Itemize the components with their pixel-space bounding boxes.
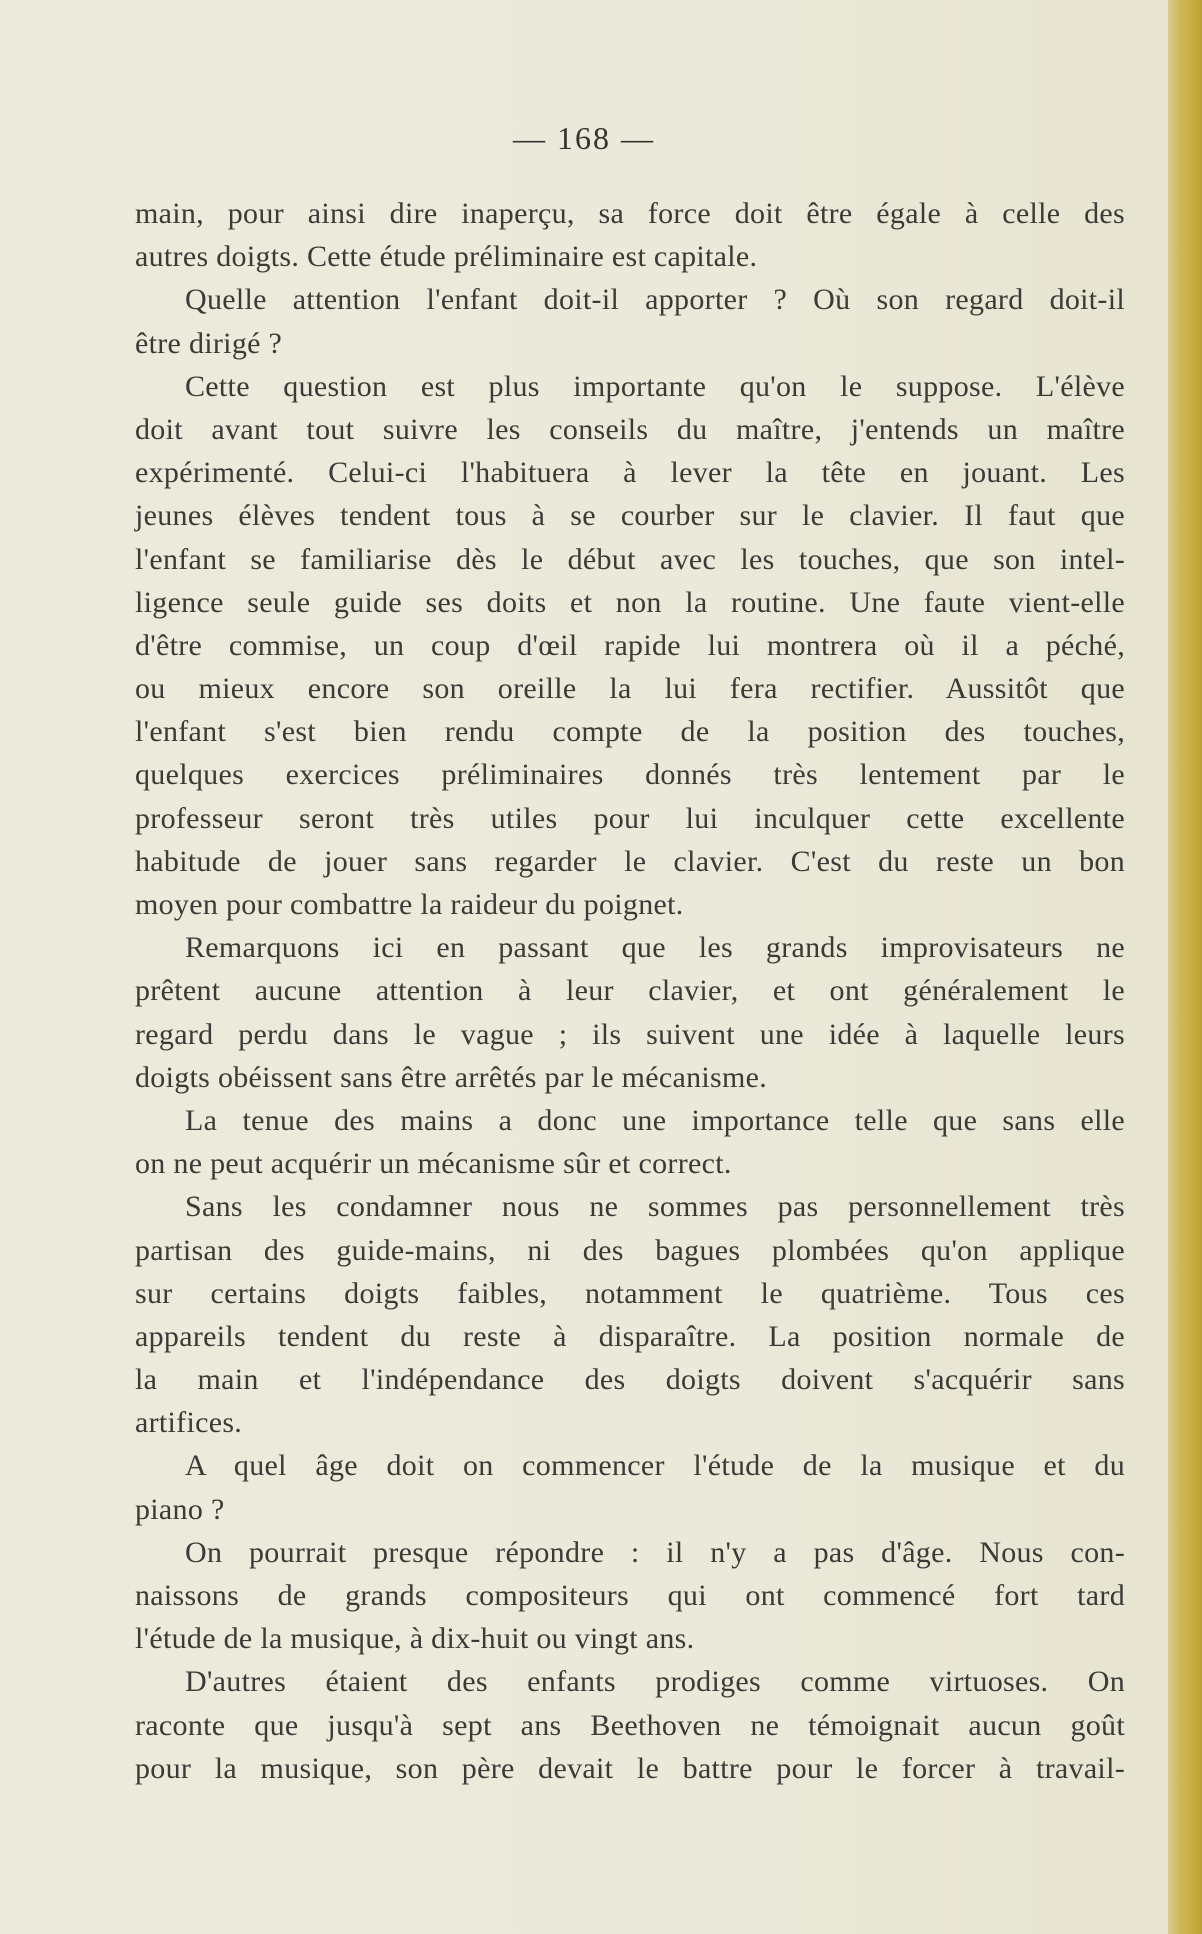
text-line: habitude de jouer sans regarder le clavier. C'est du reste un bon <box>135 844 1125 878</box>
text-line: raconte que jusqu'à sept ans Beethoven ne témoignait aucun goût <box>135 1708 1125 1742</box>
text-line: autres doigts. Cette étude préliminaire est capitale. <box>135 240 758 274</box>
text-line: partisan des guide-mains, ni des bagues plombées qu'on applique <box>135 1233 1125 1267</box>
text-line: appareils tendent du reste à disparaître. La position normale de <box>135 1319 1125 1353</box>
text-line: ligence seule guide ses doits et non la routine. Une faute vient-elle <box>135 585 1125 619</box>
text-line: prêtent aucune attention à leur clavier, et ont généralement le <box>135 974 1125 1008</box>
text-line: professeur seront très utiles pour lui inculquer cette excellente <box>135 801 1125 835</box>
text-line: main, pour ainsi dire inaperçu, sa force doit être égale à celle des <box>135 197 1125 230</box>
text-line: moyen pour combattre la raideur du poignet. <box>135 888 684 921</box>
text-line: pour la musique, son père devait le battre pour le forcer à travail- <box>135 1751 1125 1785</box>
text-line: on ne peut acquérir un mécanisme sûr et correct. <box>135 1147 732 1181</box>
text-line: expérimenté. Celui-ci l'habituera à lever la tête en jouant. Les <box>135 456 1125 490</box>
page-edge <box>1168 0 1202 1934</box>
text-line: jeunes élèves tendent tous à se courber sur le clavier. Il faut que <box>135 499 1125 533</box>
body-text <box>135 192 1125 1790</box>
text-line: Quelle attention l'enfant doit-il apporter ? Où son regard doit-il <box>185 283 1125 317</box>
text-line: quelques exercices préliminaires donnés très lentement par le <box>135 758 1125 792</box>
text-line: sur certains doigts faibles, notamment le quatrième. Tous ces <box>135 1276 1125 1310</box>
text-line: artifices. <box>135 1406 243 1440</box>
text-line: D'autres étaient des enfants prodiges comme virtuoses. On <box>185 1665 1125 1699</box>
text-line: doigts obéissent sans être arrêtés par le mécanisme. <box>135 1060 768 1094</box>
text-line: Remarquons ici en passant que les grands improvisateurs ne <box>185 931 1125 965</box>
text-line: A quel âge doit on commencer l'étude de la musique et du <box>185 1449 1125 1483</box>
page-number: — 168 — <box>513 120 655 156</box>
text-line: être dirigé ? <box>135 326 283 360</box>
text-line: l'étude de la musique, à dix-huit ou vingt ans. <box>135 1622 695 1656</box>
text-line: ou mieux encore son oreille la lui fera rectifier. Aussitôt que <box>135 672 1125 706</box>
text-line: l'enfant se familiarise dès le début avec les touches, que son intel- <box>135 542 1125 576</box>
text-line: Sans les condamner nous ne sommes pas personnellement très <box>185 1190 1125 1224</box>
text-line: On pourrait presque répondre : il n'y a pas d'âge. Nous con- <box>185 1535 1125 1569</box>
text-line: regard perdu dans le vague ; ils suivent une idée à laquelle leurs <box>135 1017 1125 1051</box>
text-line: d'être commise, un coup d'œil rapide lui montrera où il a péché, <box>135 628 1125 662</box>
text-line: Cette question est plus importante qu'on le suppose. L'élève <box>185 369 1125 403</box>
text-line: doit avant tout suivre les conseils du maître, j'entends un maître <box>135 412 1125 446</box>
text-line: l'enfant s'est bien rendu compte de la position des touches, <box>135 715 1125 749</box>
text-line: la main et l'indépendance des doigts doivent s'acquérir sans <box>135 1363 1125 1397</box>
text-line: La tenue des mains a donc une importance telle que sans elle <box>185 1103 1125 1137</box>
text-line: naissons de grands compositeurs qui ont commencé fort tard <box>135 1579 1125 1612</box>
text-line: piano ? <box>135 1492 225 1526</box>
